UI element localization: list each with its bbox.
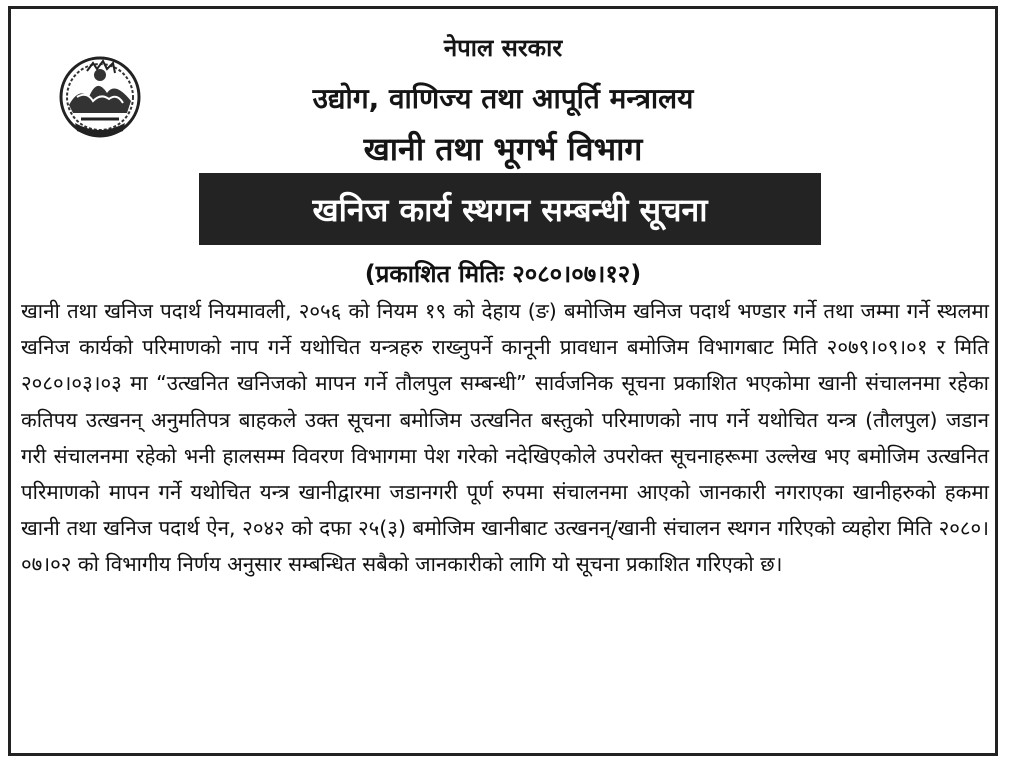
notice-body: खानी तथा खनिज पदार्थ नियमावली, २०५६ को नियम १९ को देहाय (ङ) बमोजिम खनिज पदार्थ भण्डार गर्ने तथा जम्मा गर्ने स्थलमा खनिज कार्यको परिमाणको नाप गर्ने यथोचित यन्त्रहरु राख्नुपर्ने कानूनी प्रावधान बमोजिम विभागबाट मिति २०७९।०९।०१ र मिति २०८०।०३।०३ मा “उत्खनित खनिजको मापन गर्ने तौलपुल सम्बन्धी” सार्वजनिक सूचना प्रकाशित भएकोमा खानी संचालनमा रहेका कतिपय उत्खनन् अनुमतिपत्र बाहकले उक्त सूचना बमोजिम उत्खनित बस्तुको परिमाणको नाप गर्ने यथोचित यन्त्र (तौलपुल) जडान गरी संचालनमा रहेको भनी हालसम्म विवरण विभागमा पेश गरेको नदेखिएकोले उपरोक्त सूचनाहरूमा उल्लेख भए बमोजिम उत्खनित परिमाणको मापन गर्ने यथोचित यन्त्र खानीद्वारमा जडानगरी पूर्ण रुपमा संचालनमा आएको जानकारी नगराएका खानीहरुको हकमा खानी तथा खनिज पदार्थ ऐन, २०४२ को दफा २५(३) बमोजिम खानीबाट उत्खनन्/खानी संचालन स्थगन गरिएको व्यहोरा मिति २०८०।०७।०२ को विभागीय निर्णय अनुसार सम्बन्धित सबैको जानकारीको लागि यो सूचना प्रकाशित गरिएको छ।: [21, 299, 989, 577]
government-name: नेपाल सरकार: [443, 34, 563, 62]
published-date: (प्रकाशित मितिः २०८०।०७।१२): [364, 260, 642, 288]
notice-title: खनिज कार्य स्थगन सम्बन्धी सूचना: [312, 190, 708, 229]
notice-frame: [8, 6, 998, 756]
notice-title-banner: [199, 173, 821, 245]
ministry-name: उद्योग, वाणिज्य तथा आपूर्ति मन्त्रालय: [312, 82, 694, 115]
department-name: खानी तथा भूगर्भ विभाग: [363, 130, 643, 168]
